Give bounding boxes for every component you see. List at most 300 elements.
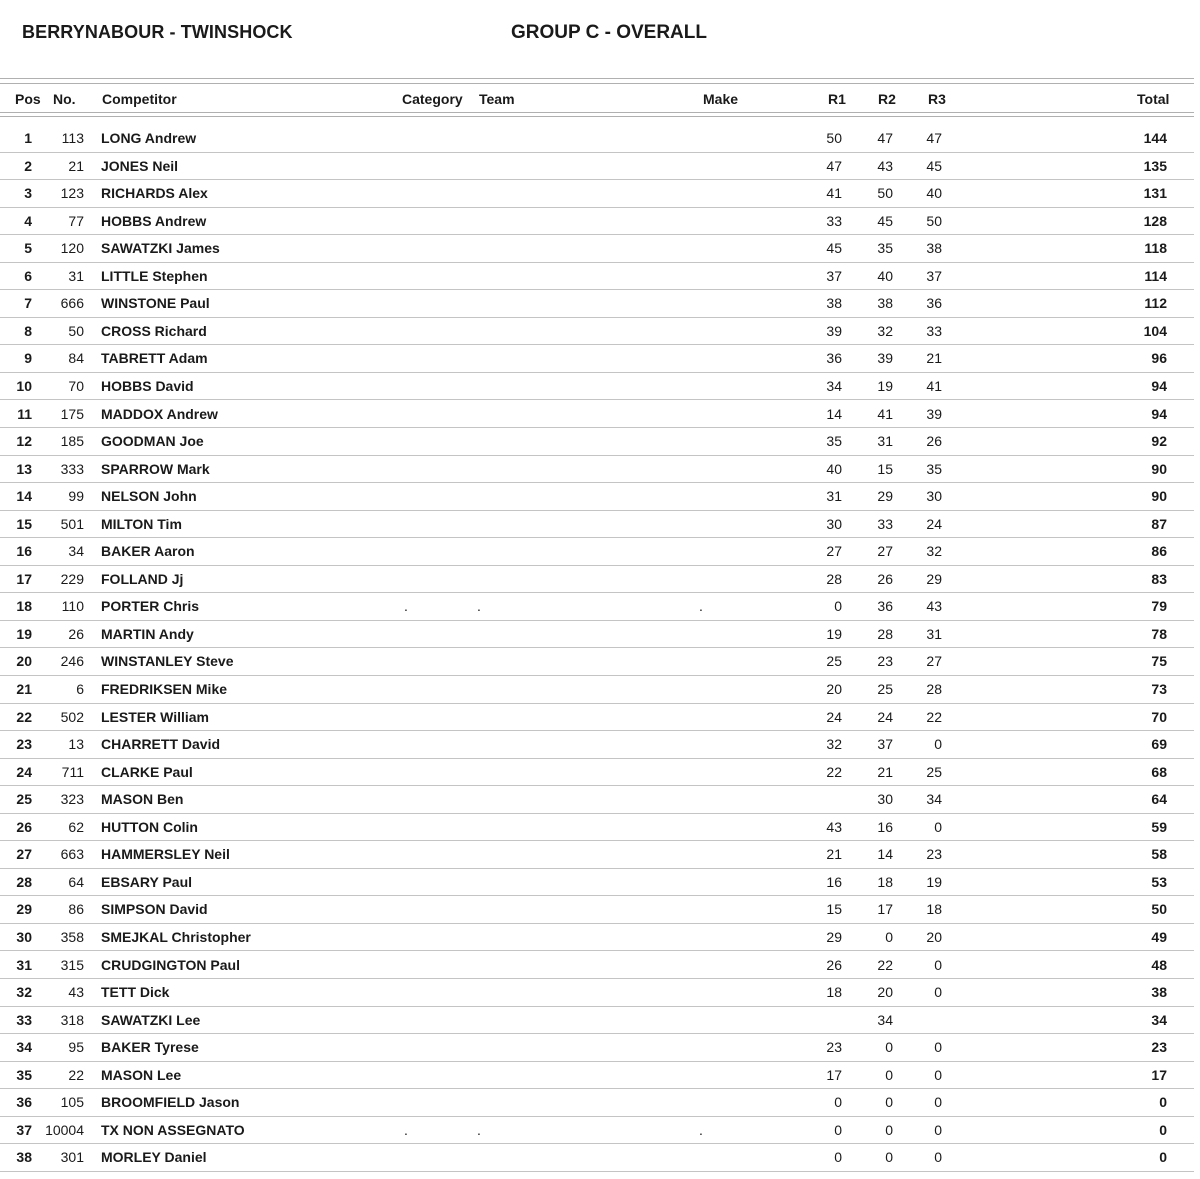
r2-score-cell: 47 (877, 130, 893, 146)
pos-cell: 14 (16, 488, 32, 505)
competitor-cell: BROOMFIELD Jason (101, 1094, 240, 1111)
number-cell: 110 (61, 598, 84, 615)
table-row (0, 455, 1194, 484)
r2-score-cell: 0 (885, 1121, 893, 1138)
number-cell: 86 (68, 901, 84, 918)
total-cell: 94 (1151, 377, 1167, 394)
r1-score-cell: 45 (826, 240, 842, 257)
col-header-r2: R2 (878, 91, 896, 107)
pos-cell: 5 (24, 240, 32, 257)
competitor-cell: MORLEY Daniel (101, 1149, 207, 1166)
number-cell: 123 (60, 185, 84, 202)
competitor-cell: EBSARY Paul (101, 873, 193, 890)
r3-score-cell: 45 (926, 157, 942, 174)
r2-score-cell: 37 (877, 736, 893, 753)
r3-score-cell: 0 (934, 736, 942, 753)
competitor-cell: TETT Dick (101, 984, 170, 1001)
pos-cell: 3 (24, 185, 32, 202)
number-cell: 711 (61, 763, 84, 780)
r1-score-cell: 40 (826, 460, 842, 477)
pos-cell: 25 (16, 791, 32, 808)
competitor-cell: SIMPSON David (101, 901, 208, 918)
pos-cell: 16 (16, 543, 32, 560)
table-row (0, 978, 1194, 1007)
competitor-cell: HAMMERSLEY Neil (101, 846, 230, 863)
col-header-make: Make (703, 91, 739, 107)
r2-score-cell: 39 (877, 350, 893, 367)
total-cell: 135 (1143, 157, 1167, 174)
r3-score-cell: 33 (926, 322, 942, 339)
competitor-cell: CHARRETT David (101, 736, 221, 753)
r2-score-cell: 0 (885, 1039, 893, 1056)
r3-score-cell: 38 (926, 240, 942, 257)
col-header-pos: Pos (15, 91, 41, 107)
r2-score-cell: 23 (877, 653, 893, 670)
number-cell: 31 (68, 267, 84, 284)
r3-score-cell: 29 (926, 570, 942, 587)
header-rule-bottom-2 (0, 116, 1194, 117)
r2-score-cell: 20 (877, 984, 893, 1001)
pos-cell: 10 (16, 377, 32, 394)
pos-cell: 21 (16, 681, 32, 697)
number-cell: 333 (60, 460, 84, 477)
competitor-cell: MASON Lee (101, 1066, 182, 1083)
total-cell: 96 (1151, 350, 1167, 367)
competitor-cell: SMEJKAL Christopher (101, 928, 251, 945)
r1-score-cell: 18 (826, 984, 842, 1001)
r1-score-cell: 0 (834, 598, 842, 615)
r3-score-cell: 0 (934, 1121, 942, 1138)
number-cell: 358 (60, 928, 84, 945)
group-title: GROUP C - OVERALL (511, 22, 707, 43)
table-row (0, 620, 1194, 649)
r1-score-cell: 0 (834, 1149, 842, 1166)
total-cell: 75 (1151, 653, 1167, 670)
number-cell: 246 (60, 653, 84, 670)
total-cell: 90 (1151, 460, 1167, 477)
total-cell: 104 (1143, 322, 1167, 339)
r2-score-cell: 22 (877, 956, 893, 973)
total-cell: 17 (1151, 1066, 1167, 1083)
table-row (0, 234, 1194, 263)
r1-score-cell: 26 (826, 956, 842, 973)
r2-score-cell: 41 (877, 405, 893, 422)
competitor-cell: SPARROW Mark (101, 460, 210, 477)
pos-cell: 26 (16, 818, 32, 835)
r2-score-cell: 17 (877, 901, 893, 918)
pos-cell: 7 (24, 295, 32, 312)
r2-score-cell: 33 (877, 515, 893, 532)
total-cell: 144 (1143, 130, 1167, 146)
r3-score-cell: 28 (926, 681, 942, 697)
table-row (0, 262, 1194, 291)
number-cell: 301 (60, 1149, 84, 1166)
r2-score-cell: 0 (885, 1094, 893, 1111)
r3-score-cell: 41 (926, 377, 942, 394)
table-row (0, 289, 1194, 318)
table-row (0, 179, 1194, 208)
number-cell: 666 (60, 295, 84, 312)
col-header-category: Category (402, 91, 463, 107)
competitor-cell: RICHARDS Alex (101, 185, 208, 202)
number-cell: 318 (60, 1011, 84, 1028)
pos-cell: 11 (17, 405, 32, 422)
pos-cell: 13 (16, 460, 32, 477)
table-row (0, 372, 1194, 401)
competitor-cell: SAWATZKI Lee (101, 1011, 201, 1028)
pos-cell: 30 (16, 928, 32, 945)
r1-score-cell: 38 (826, 295, 842, 312)
competitor-cell: LONG Andrew (101, 130, 197, 146)
competitor-cell: TABRETT Adam (101, 350, 208, 367)
r2-score-cell: 25 (877, 681, 893, 697)
table-row (0, 1033, 1194, 1062)
header-rule-top-1 (0, 78, 1194, 79)
competitor-cell: FOLLAND Jj (101, 570, 184, 587)
pos-cell: 2 (24, 157, 32, 174)
number-cell: 10004 (45, 1121, 84, 1138)
r3-score-cell: 22 (926, 708, 942, 725)
pos-cell: 1 (24, 130, 32, 146)
r3-score-cell: 0 (934, 818, 942, 835)
r3-score-cell: 43 (926, 598, 942, 615)
total-cell: 70 (1151, 708, 1167, 725)
r2-score-cell: 40 (877, 267, 893, 284)
col-header-r1: R1 (828, 91, 846, 107)
competitor-cell: CRUDGINGTON Paul (101, 956, 240, 973)
r3-score-cell: 26 (926, 433, 942, 450)
number-cell: 13 (68, 736, 84, 753)
r1-score-cell: 21 (826, 846, 842, 863)
number-cell: 175 (60, 405, 84, 422)
r2-score-cell: 43 (877, 157, 893, 174)
number-cell: 26 (68, 625, 84, 642)
competitor-cell: BAKER Tyrese (101, 1039, 199, 1056)
competitor-cell: FREDRIKSEN Mike (101, 681, 228, 697)
r1-score-cell: 24 (826, 708, 842, 725)
number-cell: 663 (60, 846, 84, 863)
total-cell: 59 (1151, 818, 1167, 835)
total-cell: 90 (1151, 488, 1167, 505)
r3-score-cell: 37 (926, 267, 942, 284)
competitor-cell: JONES Neil (101, 157, 179, 174)
r2-score-cell: 28 (877, 625, 893, 642)
r2-score-cell: 34 (877, 1011, 893, 1028)
number-cell: 502 (60, 708, 84, 725)
col-header-r3: R3 (928, 91, 946, 107)
total-cell: 114 (1144, 267, 1167, 284)
r1-score-cell: 50 (826, 130, 842, 146)
pos-cell: 4 (24, 212, 32, 229)
total-cell: 131 (1143, 185, 1167, 202)
competitor-cell: HUTTON Colin (101, 818, 198, 835)
r2-score-cell: 29 (877, 488, 893, 505)
competitor-cell: MADDOX Andrew (101, 405, 218, 422)
make-cell: . (699, 598, 703, 615)
number-cell: 185 (60, 433, 84, 450)
total-cell: 50 (1151, 901, 1167, 918)
total-cell: 83 (1151, 570, 1167, 587)
make-cell: . (699, 1121, 703, 1138)
total-cell: 92 (1151, 433, 1167, 450)
pos-cell: 20 (16, 653, 32, 670)
r1-score-cell: 16 (826, 873, 842, 890)
table-row (0, 675, 1194, 704)
r2-score-cell: 14 (877, 846, 893, 863)
table-row (0, 951, 1194, 980)
total-cell: 94 (1151, 405, 1167, 422)
r1-score-cell: 25 (826, 653, 842, 670)
total-cell: 23 (1151, 1039, 1167, 1056)
r3-score-cell: 21 (926, 350, 942, 367)
total-cell: 0 (1159, 1149, 1167, 1166)
r1-score-cell: 34 (826, 377, 842, 394)
r1-score-cell: 14 (826, 405, 842, 422)
col-header-total: Total (1137, 91, 1170, 107)
pos-cell: 34 (16, 1039, 32, 1056)
col-header-no: No. (53, 91, 76, 107)
r1-score-cell: 27 (826, 543, 842, 560)
total-cell: 34 (1151, 1011, 1167, 1028)
competitor-cell: MARTIN Andy (101, 625, 194, 642)
table-row (0, 647, 1194, 676)
r3-score-cell: 36 (926, 295, 942, 312)
r2-score-cell: 50 (877, 185, 893, 202)
total-cell: 87 (1151, 515, 1167, 532)
competitor-cell: WINSTANLEY Steve (101, 653, 234, 670)
r1-score-cell: 35 (826, 433, 842, 450)
total-cell: 38 (1151, 984, 1167, 1001)
competitor-cell: MILTON Tim (101, 515, 182, 532)
r1-score-cell: 36 (826, 350, 842, 367)
pos-cell: 17 (16, 570, 32, 587)
number-cell: 43 (68, 984, 84, 1001)
total-cell: 69 (1151, 736, 1167, 753)
r2-score-cell: 15 (877, 460, 893, 477)
col-header-team: Team (479, 91, 515, 107)
header-rule-bottom-1 (0, 112, 1194, 113)
number-cell: 229 (60, 570, 84, 587)
pos-cell: 38 (16, 1149, 32, 1166)
r1-score-cell: 20 (826, 681, 842, 697)
r1-score-cell: 0 (834, 1121, 842, 1138)
r1-score-cell: 0 (834, 1094, 842, 1111)
r3-score-cell: 0 (934, 984, 942, 1001)
r1-score-cell: 22 (826, 763, 842, 780)
pos-cell: 27 (16, 846, 32, 863)
r1-score-cell: 19 (826, 625, 842, 642)
r2-score-cell: 16 (877, 818, 893, 835)
r2-score-cell: 38 (877, 295, 893, 312)
pos-cell: 28 (16, 873, 32, 890)
competitor-cell: LITTLE Stephen (101, 267, 208, 284)
r3-score-cell: 24 (926, 515, 942, 532)
r3-score-cell: 27 (926, 653, 942, 670)
table-row (0, 1061, 1194, 1090)
table-row (0, 895, 1194, 924)
competitor-cell: CLARKE Paul (101, 763, 193, 780)
number-cell: 6 (76, 681, 84, 697)
r3-score-cell: 39 (926, 405, 942, 422)
total-cell: 79 (1151, 598, 1167, 615)
r3-score-cell: 0 (934, 1039, 942, 1056)
r1-score-cell: 47 (826, 157, 842, 174)
r2-score-cell: 0 (885, 1066, 893, 1083)
pos-cell: 33 (16, 1011, 32, 1028)
pos-cell: 31 (16, 956, 32, 973)
number-cell: 113 (61, 130, 84, 146)
r3-score-cell: 30 (926, 488, 942, 505)
table-row (0, 785, 1194, 814)
r3-score-cell: 31 (926, 625, 942, 642)
number-cell: 21 (68, 157, 84, 174)
number-cell: 84 (68, 350, 84, 367)
r1-score-cell: 41 (826, 185, 842, 202)
r1-score-cell: 39 (826, 322, 842, 339)
number-cell: 34 (68, 543, 84, 560)
table-row (0, 703, 1194, 732)
pos-cell: 22 (16, 708, 32, 725)
competitor-cell: NELSON John (101, 488, 197, 505)
r1-score-cell: 30 (826, 515, 842, 532)
pos-cell: 36 (16, 1094, 32, 1111)
total-cell: 68 (1151, 763, 1167, 780)
number-cell: 70 (68, 377, 84, 394)
competitor-cell: SAWATZKI James (101, 240, 220, 257)
table-row (0, 1006, 1194, 1035)
r1-score-cell: 31 (826, 488, 842, 505)
r1-score-cell: 43 (826, 818, 842, 835)
pos-cell: 15 (16, 515, 32, 532)
pos-cell: 9 (24, 350, 32, 367)
event-title: BERRYNABOUR - TWINSHOCK (22, 22, 293, 42)
category-cell: . (404, 1121, 408, 1138)
pos-cell: 29 (16, 901, 32, 918)
r3-score-cell: 40 (926, 185, 942, 202)
table-row (0, 565, 1194, 594)
r3-score-cell: 25 (926, 763, 942, 780)
competitor-cell: HOBBS David (101, 377, 194, 394)
pos-cell: 23 (16, 736, 32, 753)
r3-score-cell: 0 (934, 1094, 942, 1111)
r1-score-cell: 37 (826, 267, 842, 284)
r2-score-cell: 0 (885, 928, 893, 945)
total-cell: 73 (1151, 681, 1167, 697)
competitor-cell: LESTER William (101, 708, 210, 725)
r2-score-cell: 45 (877, 212, 893, 229)
total-cell: 64 (1151, 791, 1167, 808)
r2-score-cell: 0 (885, 1149, 893, 1166)
number-cell: 105 (60, 1094, 84, 1111)
pos-cell: 32 (16, 984, 32, 1001)
table-row (0, 758, 1194, 787)
table-row (0, 730, 1194, 759)
r3-score-cell: 47 (926, 130, 942, 146)
number-cell: 120 (60, 240, 84, 257)
competitor-cell: TX NON ASSEGNATO (101, 1121, 245, 1138)
table-row (0, 482, 1194, 511)
total-cell: 128 (1143, 212, 1167, 229)
r2-score-cell: 30 (877, 791, 893, 808)
r2-score-cell: 19 (877, 377, 893, 394)
competitor-cell: WINSTONE Paul (101, 295, 210, 312)
competitor-cell: HOBBS Andrew (101, 212, 207, 229)
total-cell: 53 (1151, 873, 1167, 890)
table-header (0, 88, 1194, 110)
pos-cell: 6 (24, 267, 32, 284)
table-row (0, 152, 1194, 181)
competitor-cell: PORTER Chris (101, 598, 200, 615)
r2-score-cell: 32 (877, 322, 893, 339)
r1-score-cell: 23 (826, 1039, 842, 1056)
r3-score-cell: 34 (926, 791, 942, 808)
table-row (0, 510, 1194, 539)
table-row (0, 923, 1194, 952)
r3-score-cell: 35 (926, 460, 942, 477)
number-cell: 315 (60, 956, 84, 973)
r2-score-cell: 36 (877, 598, 893, 615)
table-row (0, 1088, 1194, 1117)
competitor-cell: CROSS Richard (101, 322, 207, 339)
r1-score-cell: 28 (826, 570, 842, 587)
r3-score-cell: 32 (926, 543, 942, 560)
header-rule-top-2 (0, 83, 1194, 84)
competitor-cell: GOODMAN Joe (101, 433, 204, 450)
table-row (0, 207, 1194, 236)
table-row (0, 400, 1194, 429)
number-cell: 95 (68, 1039, 84, 1056)
r3-score-cell: 20 (926, 928, 942, 945)
table-row (0, 840, 1194, 869)
r2-score-cell: 27 (877, 543, 893, 560)
r3-score-cell: 23 (926, 846, 942, 863)
r1-score-cell: 17 (826, 1066, 842, 1083)
total-cell: 58 (1151, 846, 1167, 863)
r3-score-cell: 50 (926, 212, 942, 229)
r2-score-cell: 21 (877, 763, 893, 780)
pos-cell: 19 (16, 625, 32, 642)
table-row (0, 1143, 1194, 1172)
number-cell: 22 (68, 1066, 84, 1083)
pos-cell: 18 (16, 598, 32, 615)
r1-score-cell: 32 (826, 736, 842, 753)
table-row (0, 427, 1194, 456)
team-cell: . (477, 1121, 481, 1138)
r2-score-cell: 35 (877, 240, 893, 257)
number-cell: 62 (68, 818, 84, 835)
r2-score-cell: 24 (877, 708, 893, 725)
competitor-cell: BAKER Aaron (101, 543, 195, 560)
r2-score-cell: 31 (877, 433, 893, 450)
pos-cell: 37 (16, 1121, 32, 1138)
total-cell: 118 (1144, 240, 1167, 257)
team-cell: . (477, 598, 481, 615)
pos-cell: 35 (16, 1066, 32, 1083)
total-cell: 78 (1151, 625, 1167, 642)
total-cell: 112 (1144, 295, 1167, 312)
col-header-competitor: Competitor (102, 91, 177, 107)
number-cell: 77 (68, 212, 84, 229)
r1-score-cell: 15 (826, 901, 842, 918)
r3-score-cell: 0 (934, 956, 942, 973)
competitor-cell: MASON Ben (101, 791, 184, 808)
total-cell: 0 (1159, 1121, 1167, 1138)
pos-cell: 12 (16, 433, 32, 450)
r3-score-cell: 0 (934, 1149, 942, 1166)
pos-cell: 8 (24, 322, 32, 339)
r3-score-cell: 19 (926, 873, 942, 890)
number-cell: 501 (60, 515, 84, 532)
